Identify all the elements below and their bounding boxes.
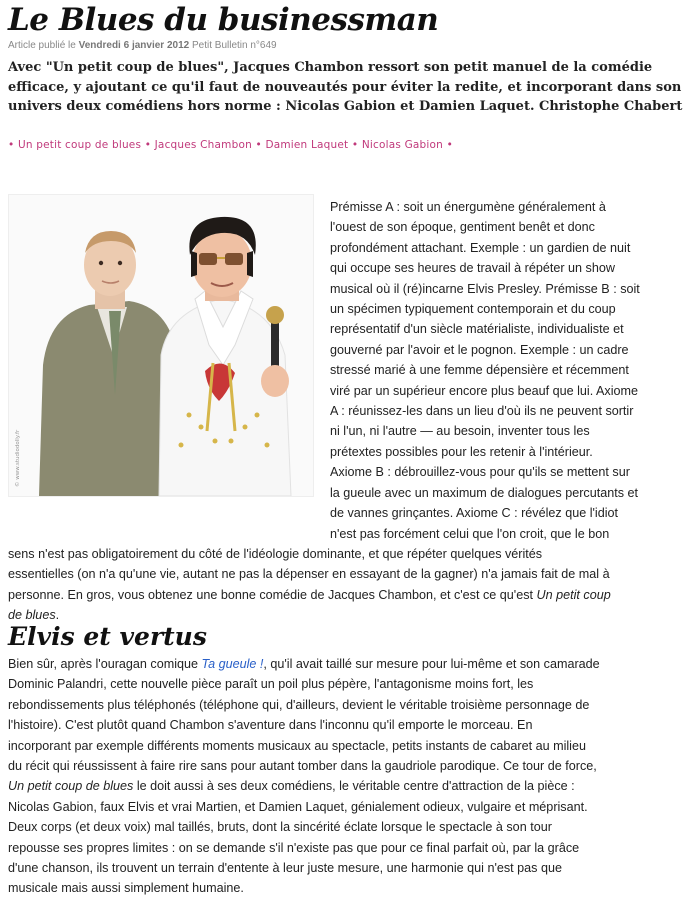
meta-date: Vendredi 6 janvier 2012	[78, 40, 190, 51]
tag-separator: •	[351, 139, 359, 151]
show-link[interactable]: Ta gueule !	[201, 657, 264, 671]
article-section-2	[8, 654, 690, 899]
text-line	[8, 654, 690, 674]
text-line: ni l'un, ni l'autre — au besoin, inventer tous les	[330, 424, 590, 439]
article-meta	[8, 40, 277, 51]
text-line	[8, 776, 690, 796]
text-line: du récit qui réussissent à faire rire sans pour autant tomber dans la gaudriole parodique. Ce tour de force,	[8, 759, 597, 774]
text-span: le doit aussi à ses deux comédiens, le véritable centre d'attraction de la pièce :	[133, 779, 575, 794]
article-lead: Avec "Un petit coup de blues", Jacques Chambon ressort son petit manuel de la comédie efficace, y ajoutant ce qu'il faut de nouveautés pour éviter la redite, et incorporant dans son univers deux comédiens hors norme : Nicolas Gabion et Damien Laquet. Christophe Chabert	[8, 60, 683, 114]
tag-link[interactable]: Nicolas Gabion	[361, 139, 444, 151]
text-line: profondément attachant. Exemple : un gardien de nuit	[330, 240, 631, 255]
text-line: A : réunissez-les dans un lieu d'où ils ne peuvent sortir	[330, 404, 634, 419]
section-heading: Elvis et vertus	[8, 622, 207, 651]
text-line: Deux corps (et deux voix) mal taillés, bruts, dont la sincérité éclate lorsque le spectacle à son tour	[8, 820, 552, 835]
text-line: n'est pas forcément celui que l'on croit, que le bon	[330, 526, 610, 541]
text-line: repousse ses propres limites : on se demande s'il n'existe pas que pour ce final parfait où, par la grâce	[8, 840, 580, 855]
text-line: Prémisse A : soit un énergumène généralement à	[330, 200, 606, 214]
text-line: d'une chanson, ils trouvent un terrain d'entente à leur juste mesure, une harmonie qui n'est pas que	[8, 861, 562, 876]
show-title-italic: de blues	[8, 608, 56, 623]
text-line: un spécimen typiquement contemporain et du coup	[330, 302, 616, 317]
show-title-italic: Un petit coup de blues	[8, 779, 134, 794]
show-title-italic: Un petit coup	[536, 587, 611, 602]
text-line: l'histoire). C'est plutôt quand Chambon s'aventure dans l'inconnu qu'il emporte le morceau. En	[8, 718, 533, 733]
wide-column	[8, 544, 688, 626]
text-line: viré par un supérieur encore plus beauf que lui. Axiome	[330, 383, 639, 398]
meta-prefix: Article publié le	[8, 40, 76, 51]
text-line: la gueule avec un maximum de dialogues percutants et	[330, 485, 639, 500]
text-span: .	[55, 608, 60, 623]
tag-separator: •	[255, 139, 262, 151]
tag-separator: •	[446, 139, 453, 151]
text-span: personne. En gros, vous obtenez une bonne comédie de Jacques Chambon, et c'est ce qu'est	[8, 587, 533, 602]
text-line: sens n'est pas obligatoirement du côté de l'idéologie dominante, et que répéter quelques vérités	[8, 546, 543, 561]
text-line: représentatif d'un siècle matérialiste, individualiste et	[330, 322, 624, 337]
text-line	[8, 585, 688, 605]
article-section-1	[8, 197, 688, 626]
tag-list	[8, 139, 453, 151]
tag-link[interactable]: Jacques Chambon	[154, 139, 252, 151]
text-span: , qu'il avait taillé sur mesure pour lui-même et son camarade	[263, 657, 600, 671]
text-line: incorporant par exemple différents moments musicaux au spectacle, petits instants de cabaret au milieu	[8, 738, 586, 753]
text-line: de vannes grinçantes. Axiome C : révélez que l'idiot	[330, 506, 619, 521]
text-line: Axiome B : débrouillez-vous pour qu'ils se mettent sur	[330, 465, 630, 480]
text-line: rebondissements plus téléphonés (téléphone qui, d'ailleurs, devient le véritable troisième personnage de	[8, 697, 590, 712]
float-column	[330, 197, 688, 544]
text-line: Dominic Palandri, cette nouvelle pièce paraît un poil plus pépère, l'antagonisme moins fort, les	[8, 677, 534, 692]
text-line: Nicolas Gabion, faux Elvis et vrai Martien, et Damien Laquet, génialement odieux, vulgaire et méprisant.	[8, 799, 588, 814]
text-line: musical où il (ré)incarne Elvis Presley. Prémisse B : soit	[330, 281, 640, 296]
text-line: l'ouest de son époque, gentiment benêt et donc	[330, 220, 595, 235]
photo-credit: © www.studiodolly.fr	[15, 429, 21, 487]
tag-separator: •	[144, 139, 152, 151]
text-line: essentielles (on n'a qu'une vie, autant ne pas la dépenser en essayant de la gagner) n'a jamais fait de mal à	[8, 567, 610, 582]
text-line: prétextes possibles pour les retenir à l'intérieur.	[330, 444, 593, 459]
meta-issue: Petit Bulletin n°649	[192, 40, 277, 51]
text-line: musicale mais aussi simplement humaine.	[8, 881, 244, 896]
article-title: Le Blues du businessman	[8, 2, 439, 38]
tag-link[interactable]: Damien Laquet	[265, 139, 349, 151]
text-line: stressé marié à une femme dépensière et récemment	[330, 363, 629, 378]
tag-link[interactable]: Un petit coup de blues	[17, 139, 142, 151]
text-line: qui occupe ses heures de travail à répéter un show	[330, 261, 615, 276]
tag-separator: •	[8, 139, 15, 151]
text-line: gouverné par l'avoir et le pognon. Exemple : un cadre	[330, 342, 629, 357]
text-span: Bien sûr, après l'ouragan comique	[8, 657, 199, 671]
